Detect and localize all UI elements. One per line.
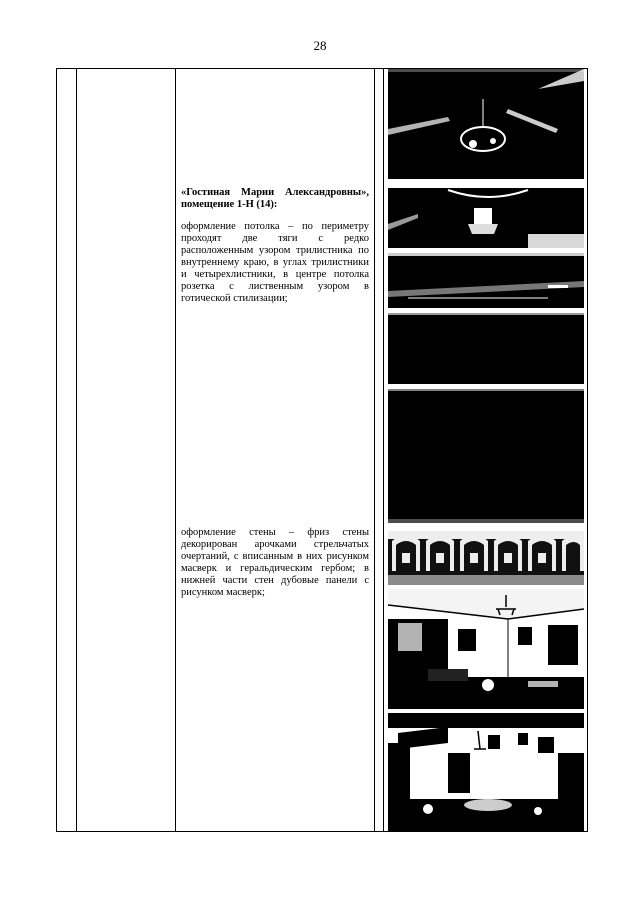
living-room-interior-photo xyxy=(388,589,584,709)
living-room-interior-photo-2 xyxy=(388,713,584,831)
column-divider xyxy=(374,69,375,831)
description-table xyxy=(56,68,588,832)
column-divider xyxy=(175,69,176,831)
ceiling-dark-photo-2 xyxy=(388,389,584,523)
ceiling-description: оформление потолка – по периметру проходят две тяги с редко расположенным узором трилистника по внутреннему краю, в углах трилистники и четырехлистники, в центре потолка розетка с лиственным узором в готической стилизации; xyxy=(181,221,369,304)
chandelier-detail-photo xyxy=(388,184,584,248)
column-divider xyxy=(383,69,384,831)
column-divider xyxy=(76,69,77,831)
wall-description: оформление стены – фриз стены декорирован арочками стрельчатых очертаний, с вписанным в них рисунком масверк и геральдическим гербом; в нижней части стен дубовые панели с рисунком масверк; xyxy=(181,527,369,598)
gothic-frieze-photo xyxy=(388,531,584,585)
room-heading: «Гостиная Марии Александровны», помещение 1-Н (14): xyxy=(181,187,369,210)
ceiling-dark-photo xyxy=(388,313,584,384)
chandelier-photo xyxy=(388,69,584,179)
ceiling-cornice-photo xyxy=(388,253,584,308)
page-number: 28 xyxy=(313,38,327,53)
